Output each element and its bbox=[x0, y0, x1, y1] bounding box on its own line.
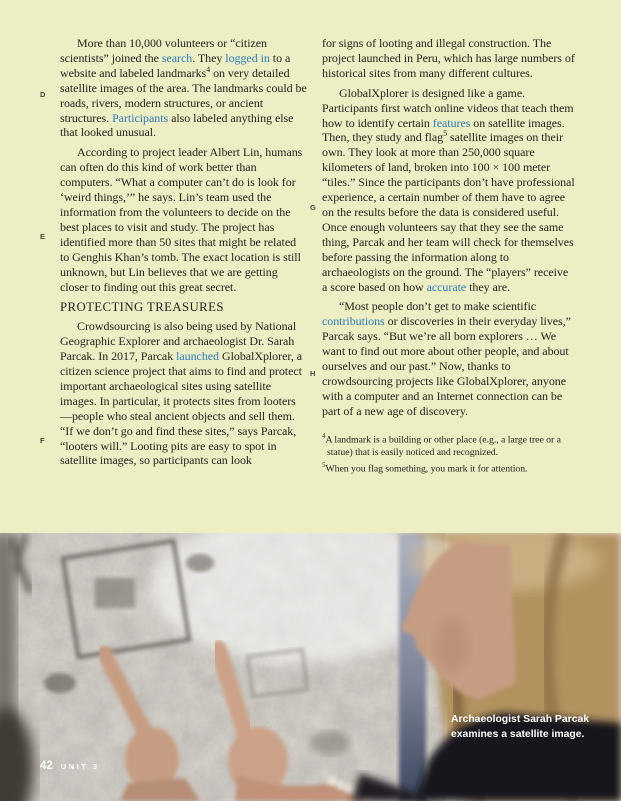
paragraph-label-h: H bbox=[310, 369, 316, 378]
text-run: GlobalXplorer is designed like a game. Participants first watch online videos that teach them how to identify certain bbox=[322, 85, 574, 130]
text-run: for signs of looting and illegal construction. The project launched in Peru, which has large numbers of historical sites from many different cultures. bbox=[322, 36, 575, 80]
footnote-text: A landmark is a building or other place (e.g., a large tree or a statue) that is easily noticed and recognized. bbox=[325, 433, 561, 458]
page-footer bbox=[40, 760, 100, 772]
paragraph bbox=[322, 36, 576, 81]
text-run: “Most people don’t get to make scientific bbox=[339, 299, 537, 314]
column-right-body bbox=[322, 36, 576, 419]
cheek-shading bbox=[434, 617, 470, 673]
text-run: According to project leader Albert Lin, humans can often do this kind of work better than computers. “What a computer can’t do is look for ‘weird things,’” he says. Lin’s team used the information from the volunteers to decide on the best places to visit and study. The project has identified more than 50 sites that might be related to Genghis Khan’s tomb. The exact location is still unknown, but Lin believes that we are getting closer to finding out this great secret. bbox=[60, 145, 303, 294]
text-run: . They bbox=[192, 50, 226, 65]
footnotes bbox=[322, 430, 576, 476]
photo-caption-line1: Archaeologist Sarah Parcak bbox=[451, 714, 590, 725]
footnote-reference: 5 bbox=[443, 129, 448, 139]
text-run: GlobalXplorer, a citizen science project that aims to find and protect important archaeological sites using satellite images. In particular, it protects sites from looters—people who steal ancient objects and sell them. “If we don’t go and find these sites,” says Parcak, “looters will.” Looting pits are easy to spot in satellite images, so participants can look bbox=[60, 349, 302, 468]
paragraph-label-g: G bbox=[310, 203, 316, 212]
text-run: or discoveries in their everyday lives,” Parcak says. “But we’re all born explorers … We want to find out more about other people, and about ourselves and our past.” Now, thanks to crowdsourcing projects like GlobalXplorer, anyone with a computer and an Internet connection can be part of a new age of discovery. bbox=[322, 314, 571, 418]
text-run: on satellite images. Then, they study and flag bbox=[322, 115, 565, 145]
text-run: satellite images on their own. They look at more than 250,000 square kilometers of land, broken into 100 × 100 meter “tiles.” Since the participants don’t have professional experience, a certain number of them have to agree on the results before the data is considered useful. Once enough volunteers say that they see the same thing, Parcak and her team will check for themselves before passing the information along to archaeologists on the ground. The “players” receive a score based on how bbox=[322, 130, 575, 294]
vocab-word: contributions bbox=[322, 314, 385, 329]
column-left bbox=[60, 36, 307, 473]
dark-patch bbox=[310, 731, 350, 755]
paragraph bbox=[60, 145, 307, 294]
footnote bbox=[322, 459, 576, 476]
footnote bbox=[322, 430, 576, 459]
paragraph bbox=[60, 319, 307, 468]
text-run: they are. bbox=[466, 279, 510, 294]
text-run: Crowdsourcing is also being used by National Geographic Explorer and archaeologist Dr. Sarah Parcak. In 2017, Parcak bbox=[60, 319, 297, 364]
photo-caption bbox=[451, 713, 601, 742]
page-number: 42 bbox=[40, 760, 53, 772]
vocab-word: logged in bbox=[225, 50, 270, 65]
text-run: also labeled anything else that looked unusual. bbox=[60, 110, 294, 140]
paragraph-label-d: D bbox=[40, 90, 46, 99]
footnote-text: When you flag something, you mark it for attention. bbox=[325, 463, 528, 475]
photo-caption-line2: examines a satellite image. bbox=[451, 728, 585, 740]
vocab-word: accurate bbox=[426, 279, 467, 294]
footnote-number: 5 bbox=[322, 461, 326, 470]
dark-patch bbox=[186, 554, 214, 572]
unit-label: UNIT 3 bbox=[60, 762, 100, 771]
text-run: on very detailed satellite images of the area. The landmarks could be roads, rivers, modern structures, or ancient structures. bbox=[60, 65, 307, 125]
dark-patch bbox=[44, 673, 76, 693]
section-heading: PROTECTING TREASURES bbox=[60, 300, 224, 315]
footnote-reference: 4 bbox=[206, 64, 211, 74]
paragraph-label-f: F bbox=[40, 436, 45, 445]
paragraph bbox=[322, 299, 576, 418]
vocab-word: launched bbox=[176, 349, 220, 364]
paragraph bbox=[60, 36, 307, 140]
ruin-patch bbox=[95, 578, 135, 608]
text-run: More than 10,000 volunteers or “citizen scientists” joined the bbox=[60, 36, 267, 65]
paragraph bbox=[322, 86, 576, 295]
footnote-number: 4 bbox=[322, 431, 326, 440]
vocab-word: search bbox=[161, 50, 193, 65]
column-right bbox=[322, 36, 576, 476]
vocab-word: Participants bbox=[112, 110, 169, 125]
text-run: to a website and labeled landmarks bbox=[60, 50, 291, 80]
paragraph-label-e: E bbox=[40, 232, 46, 241]
vocab-word: features bbox=[432, 115, 471, 130]
